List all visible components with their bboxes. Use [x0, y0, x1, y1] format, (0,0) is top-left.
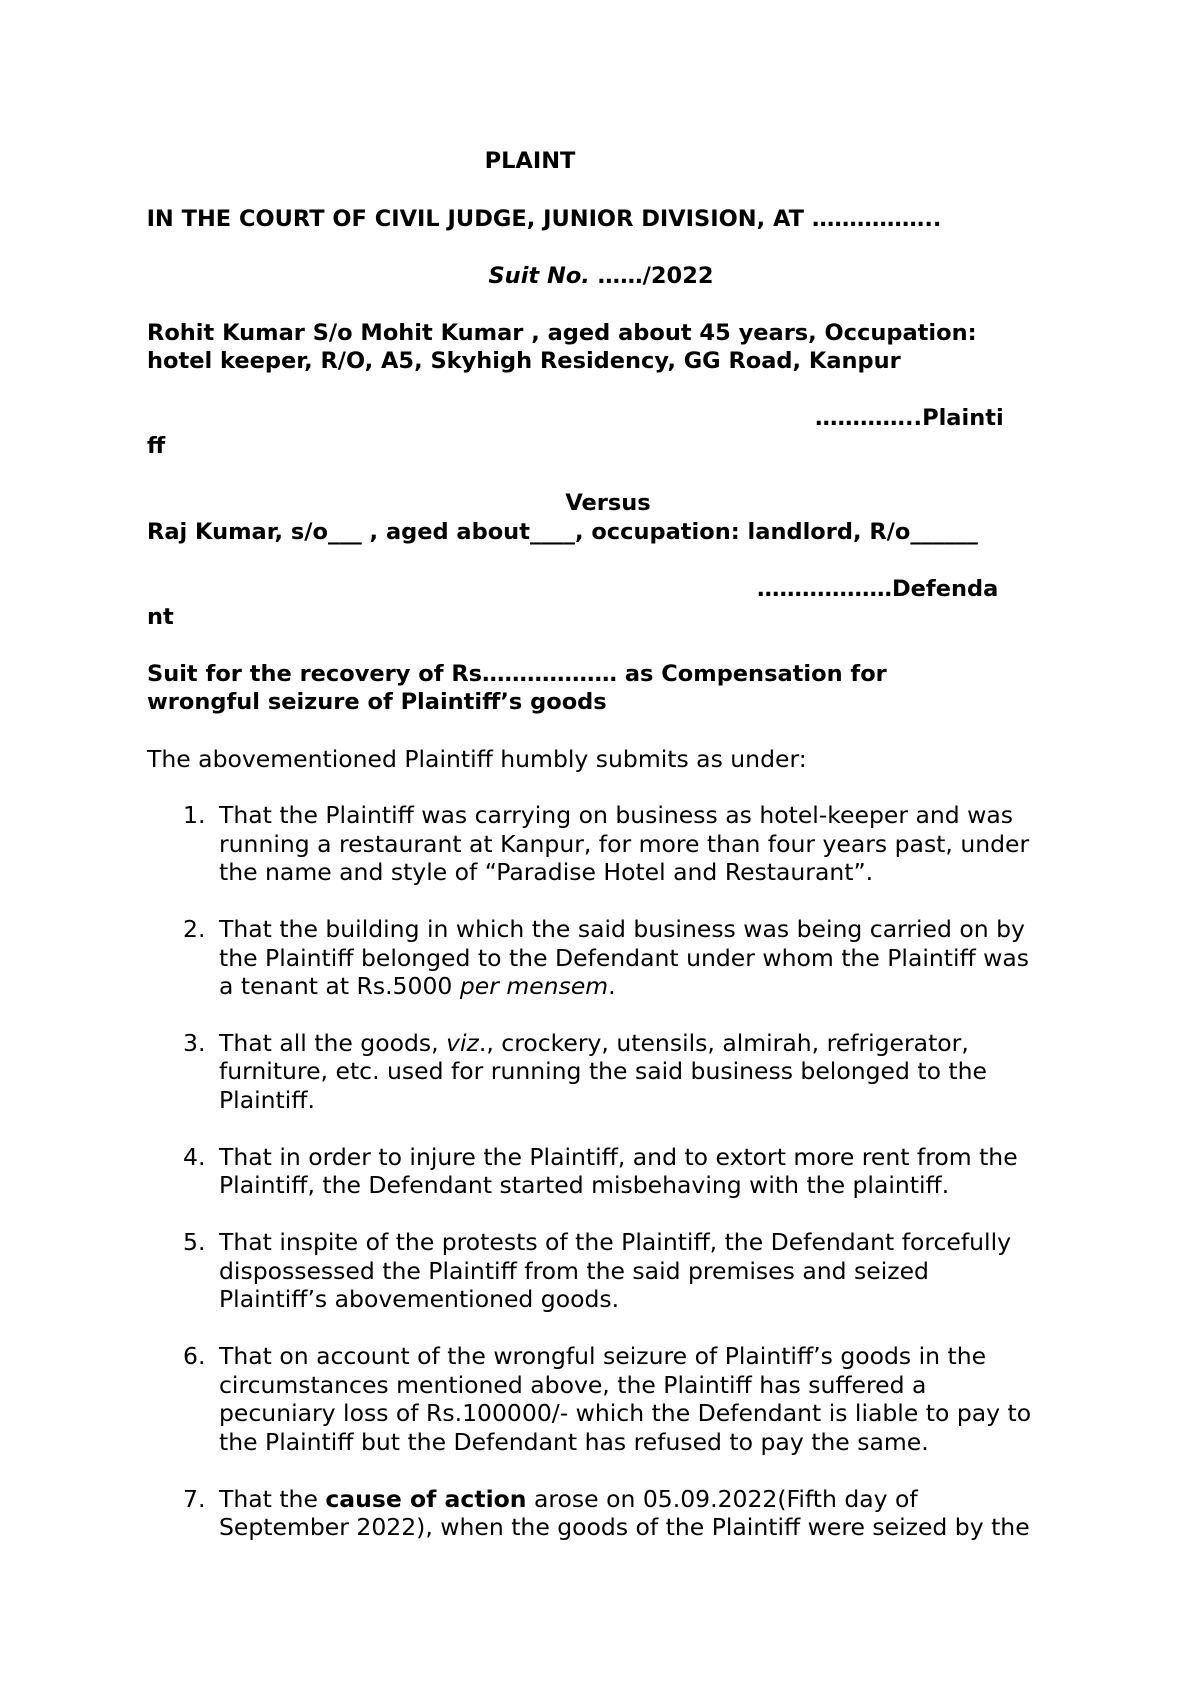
list-item-line: the name and style of “Paradise Hotel and Restaurant”. [219, 858, 874, 886]
list-item-italic-text: per mensem [459, 972, 609, 1000]
list-item-line: That the Plaintiff was carrying on business as hotel-keeper and was [219, 801, 1014, 829]
suit-number-label: Suit No. [488, 263, 590, 289]
intro-text: The abovementioned Plaintiff humbly submits as under: [147, 745, 807, 773]
list-item-line: That in order to injure the Plaintiff, and to extort more rent from the [219, 1143, 1018, 1171]
list-item-number: 7. [183, 1485, 206, 1513]
court-heading: IN THE COURT OF CIVIL JUDGE, JUNIOR DIVISION, AT …………….. [146, 206, 942, 232]
list-item-line [219, 1029, 969, 1058]
suit-number [1, 262, 1200, 291]
cause-of-action-text: cause of action [325, 1485, 527, 1513]
defendant-tag: ………………Defenda [757, 576, 999, 602]
suit-number-value: ……/2022 [589, 263, 714, 289]
list-item-line: That the building in which the said business was being carried on by [219, 915, 1025, 943]
list-item-text: That the [219, 1485, 326, 1513]
list-item-number: 2. [183, 915, 206, 943]
list-item-line: running a restaurant at Kanpur, for more than four years past, under [219, 830, 1030, 858]
list-item-line: the Plaintiff but the Defendant has refused to pay the same. [219, 1428, 929, 1456]
list-item-text: arose on 05.09.2022(Fifth day of [526, 1485, 918, 1513]
defendant-tag-continued: nt [147, 604, 174, 630]
defendant-details: Raj Kumar, s/o___ , aged about____, occupation: landlord, R/o______ [147, 519, 978, 545]
list-item-line: September 2022), when the goods of the Plaintiff were seized by the [219, 1513, 1030, 1541]
list-item-line: dispossessed the Plaintiff from the said premises and seized [219, 1257, 929, 1285]
list-item-line: That inspite of the protests of the Plaintiff, the Defendant forcefully [219, 1228, 1012, 1256]
list-item-text: . [608, 972, 616, 1000]
list-item-line [219, 1485, 918, 1514]
suit-subject-line-1: Suit for the recovery of Rs……………… as Compensation for [147, 661, 887, 687]
suit-subject-line-2: wrongful seizure of Plaintiff’s goods [147, 689, 607, 715]
list-item-text: ., crockery, utensils, almirah, refrigerator, [478, 1029, 969, 1057]
list-item-line: circumstances mentioned above, the Plaintiff has suffered a [219, 1371, 927, 1399]
versus-heading: Versus [565, 490, 651, 516]
list-item-number: 6. [183, 1342, 206, 1370]
list-item-line: Plaintiff, the Defendant started misbehaving with the plaintiff. [219, 1171, 950, 1199]
list-item-line: pecuniary loss of Rs.100000/- which the Defendant is liable to pay to [219, 1399, 1032, 1427]
list-item-line: furniture, etc. used for running the said business belonged to the [219, 1057, 987, 1085]
list-item-line: Plaintiff. [219, 1086, 315, 1114]
plaintiff-details-line-2: hotel keeper, R/O, A5, Skyhigh Residency, GG Road, Kanpur [147, 348, 901, 374]
plaintiff-details-line-1: Rohit Kumar S/o Mohit Kumar , aged about 45 years, Occupation: [147, 320, 977, 346]
list-item-line: That on account of the wrongful seizure of Plaintiff’s goods in the [219, 1342, 987, 1370]
list-item-text: a tenant at Rs.5000 [219, 972, 460, 1000]
list-item-line [219, 972, 616, 1001]
list-item-line: the Plaintiff belonged to the Defendant under whom the Plaintiff was [219, 944, 1030, 972]
list-item-number: 1. [183, 801, 206, 829]
list-item-italic-text: viz [446, 1029, 479, 1057]
plaintiff-tag-continued: ff [147, 433, 166, 459]
list-item-text: That all the goods, [219, 1029, 447, 1057]
document-title: PLAINT [484, 148, 576, 174]
list-item-line: Plaintiff’s abovementioned goods. [219, 1285, 620, 1313]
list-item-number: 3. [183, 1029, 206, 1057]
list-item-number: 5. [183, 1228, 206, 1256]
list-item-number: 4. [183, 1143, 206, 1171]
plaintiff-tag: …………..Plainti [815, 405, 1004, 431]
